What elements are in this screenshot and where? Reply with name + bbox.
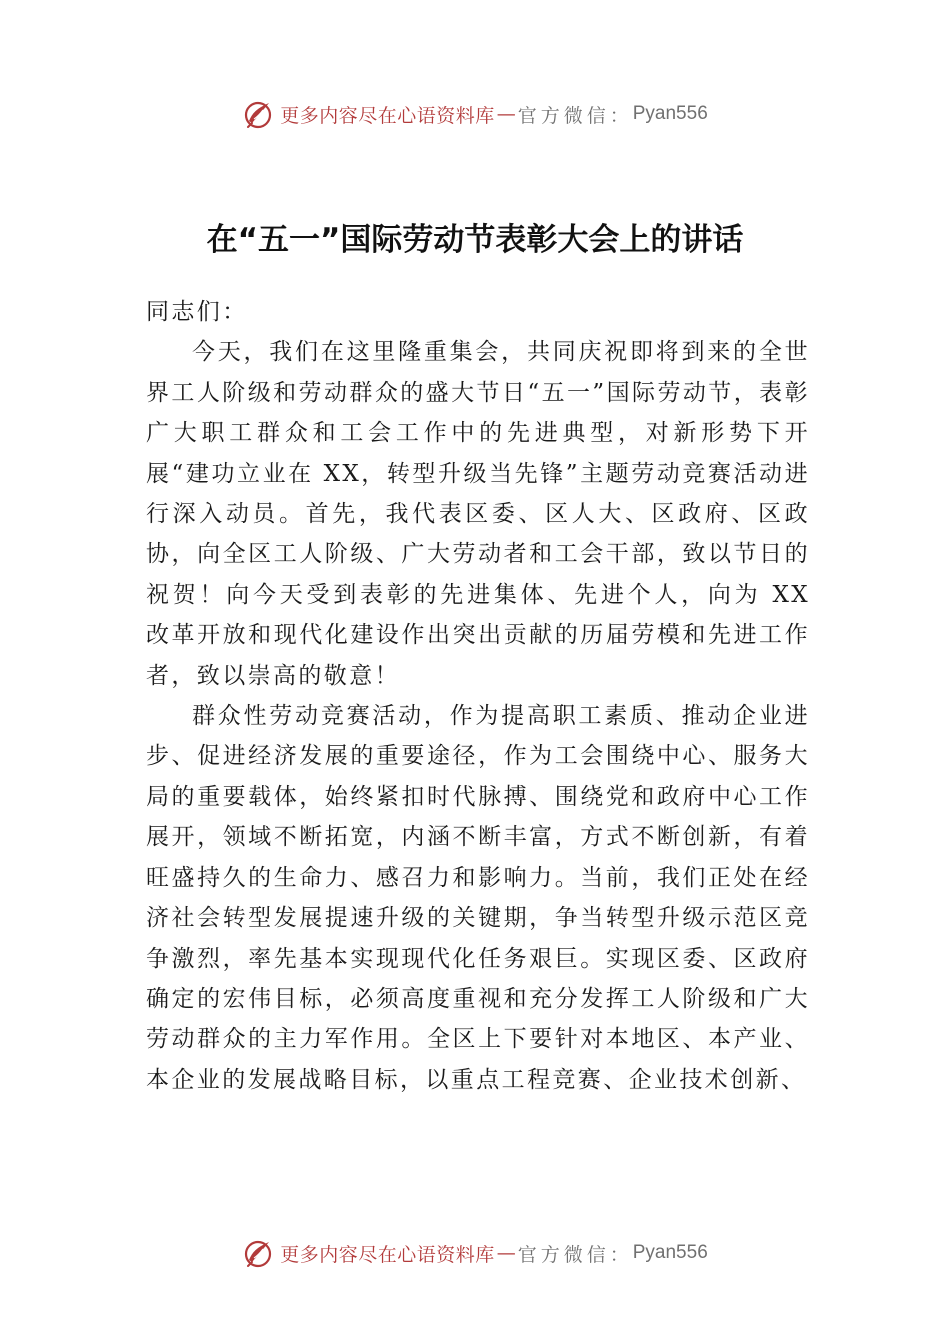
pen-logo-icon (242, 97, 276, 131)
pen-logo-icon (242, 1236, 276, 1270)
salutation: 同志们： (146, 299, 248, 325)
watermark-wechat-label: 官方微信： (517, 1243, 633, 1266)
watermark-wechat-label: 官方微信： (517, 104, 633, 127)
watermark-wechat-id: Pyan556 (632, 103, 708, 124)
body-paragraph-2: 群众性劳动竞赛活动，作为提高职工素质、推动企业进步、促进经济发展的重要途径，作为工会围绕中心、服务大局的重要载体，始终紧扣时代脉搏、围绕党和政府中心工作展开，领域不断拓宽，内涵不断丰富，方式不断创新，有着旺盛持久的生命力、感召力和影响力。当前，我们正处在经济社会转型发展提速升级的关键期，争当转型升级示范区竞争激烈，率先基本实现现代化任务艰巨。实现区委、区政府确定的宏伟目标，必须高度重视和充分发挥工人阶级和广大劳动群众的主力军作用。全区上下要针对本地区、本产业、本企业的发展战略目标，以重点工程竞赛、企业技术创新、 (146, 703, 810, 1093)
footer-watermark (0, 1233, 950, 1273)
document-body (146, 292, 810, 1100)
watermark-dash: — (496, 103, 516, 125)
header-watermark (0, 94, 950, 134)
watermark-library-text: 更多内容尽在心语资料库 (280, 104, 495, 127)
document-title: 在“五一”国际劳动节表彰大会上的讲话 (206, 222, 744, 258)
body-paragraph-1: 今天，我们在这里隆重集会，共同庆祝即将到来的全世界工人阶级和劳动群众的盛大节日“五一”国际劳动节，表彰广大职工群众和工会工作中的先进典型，对新形势下开展“建功立业在 XX，转型升级当先锋”主题劳动竞赛活动进行深入动员。首先，我代表区委、区人大、区政府、区政协，向全区工人阶级、广大劳动者和工会干部，致以节日的祝贺！向今天受到表彰的先进集体、先进个人，向为 XX 改革开放和现代化建设作出突出贡献的历届劳模和先进工作者，致以崇高的敬意！ (146, 339, 810, 689)
watermark-wechat-id: Pyan556 (632, 1242, 708, 1263)
watermark-dash: — (496, 1242, 516, 1264)
watermark-library-text: 更多内容尽在心语资料库 (280, 1243, 495, 1266)
